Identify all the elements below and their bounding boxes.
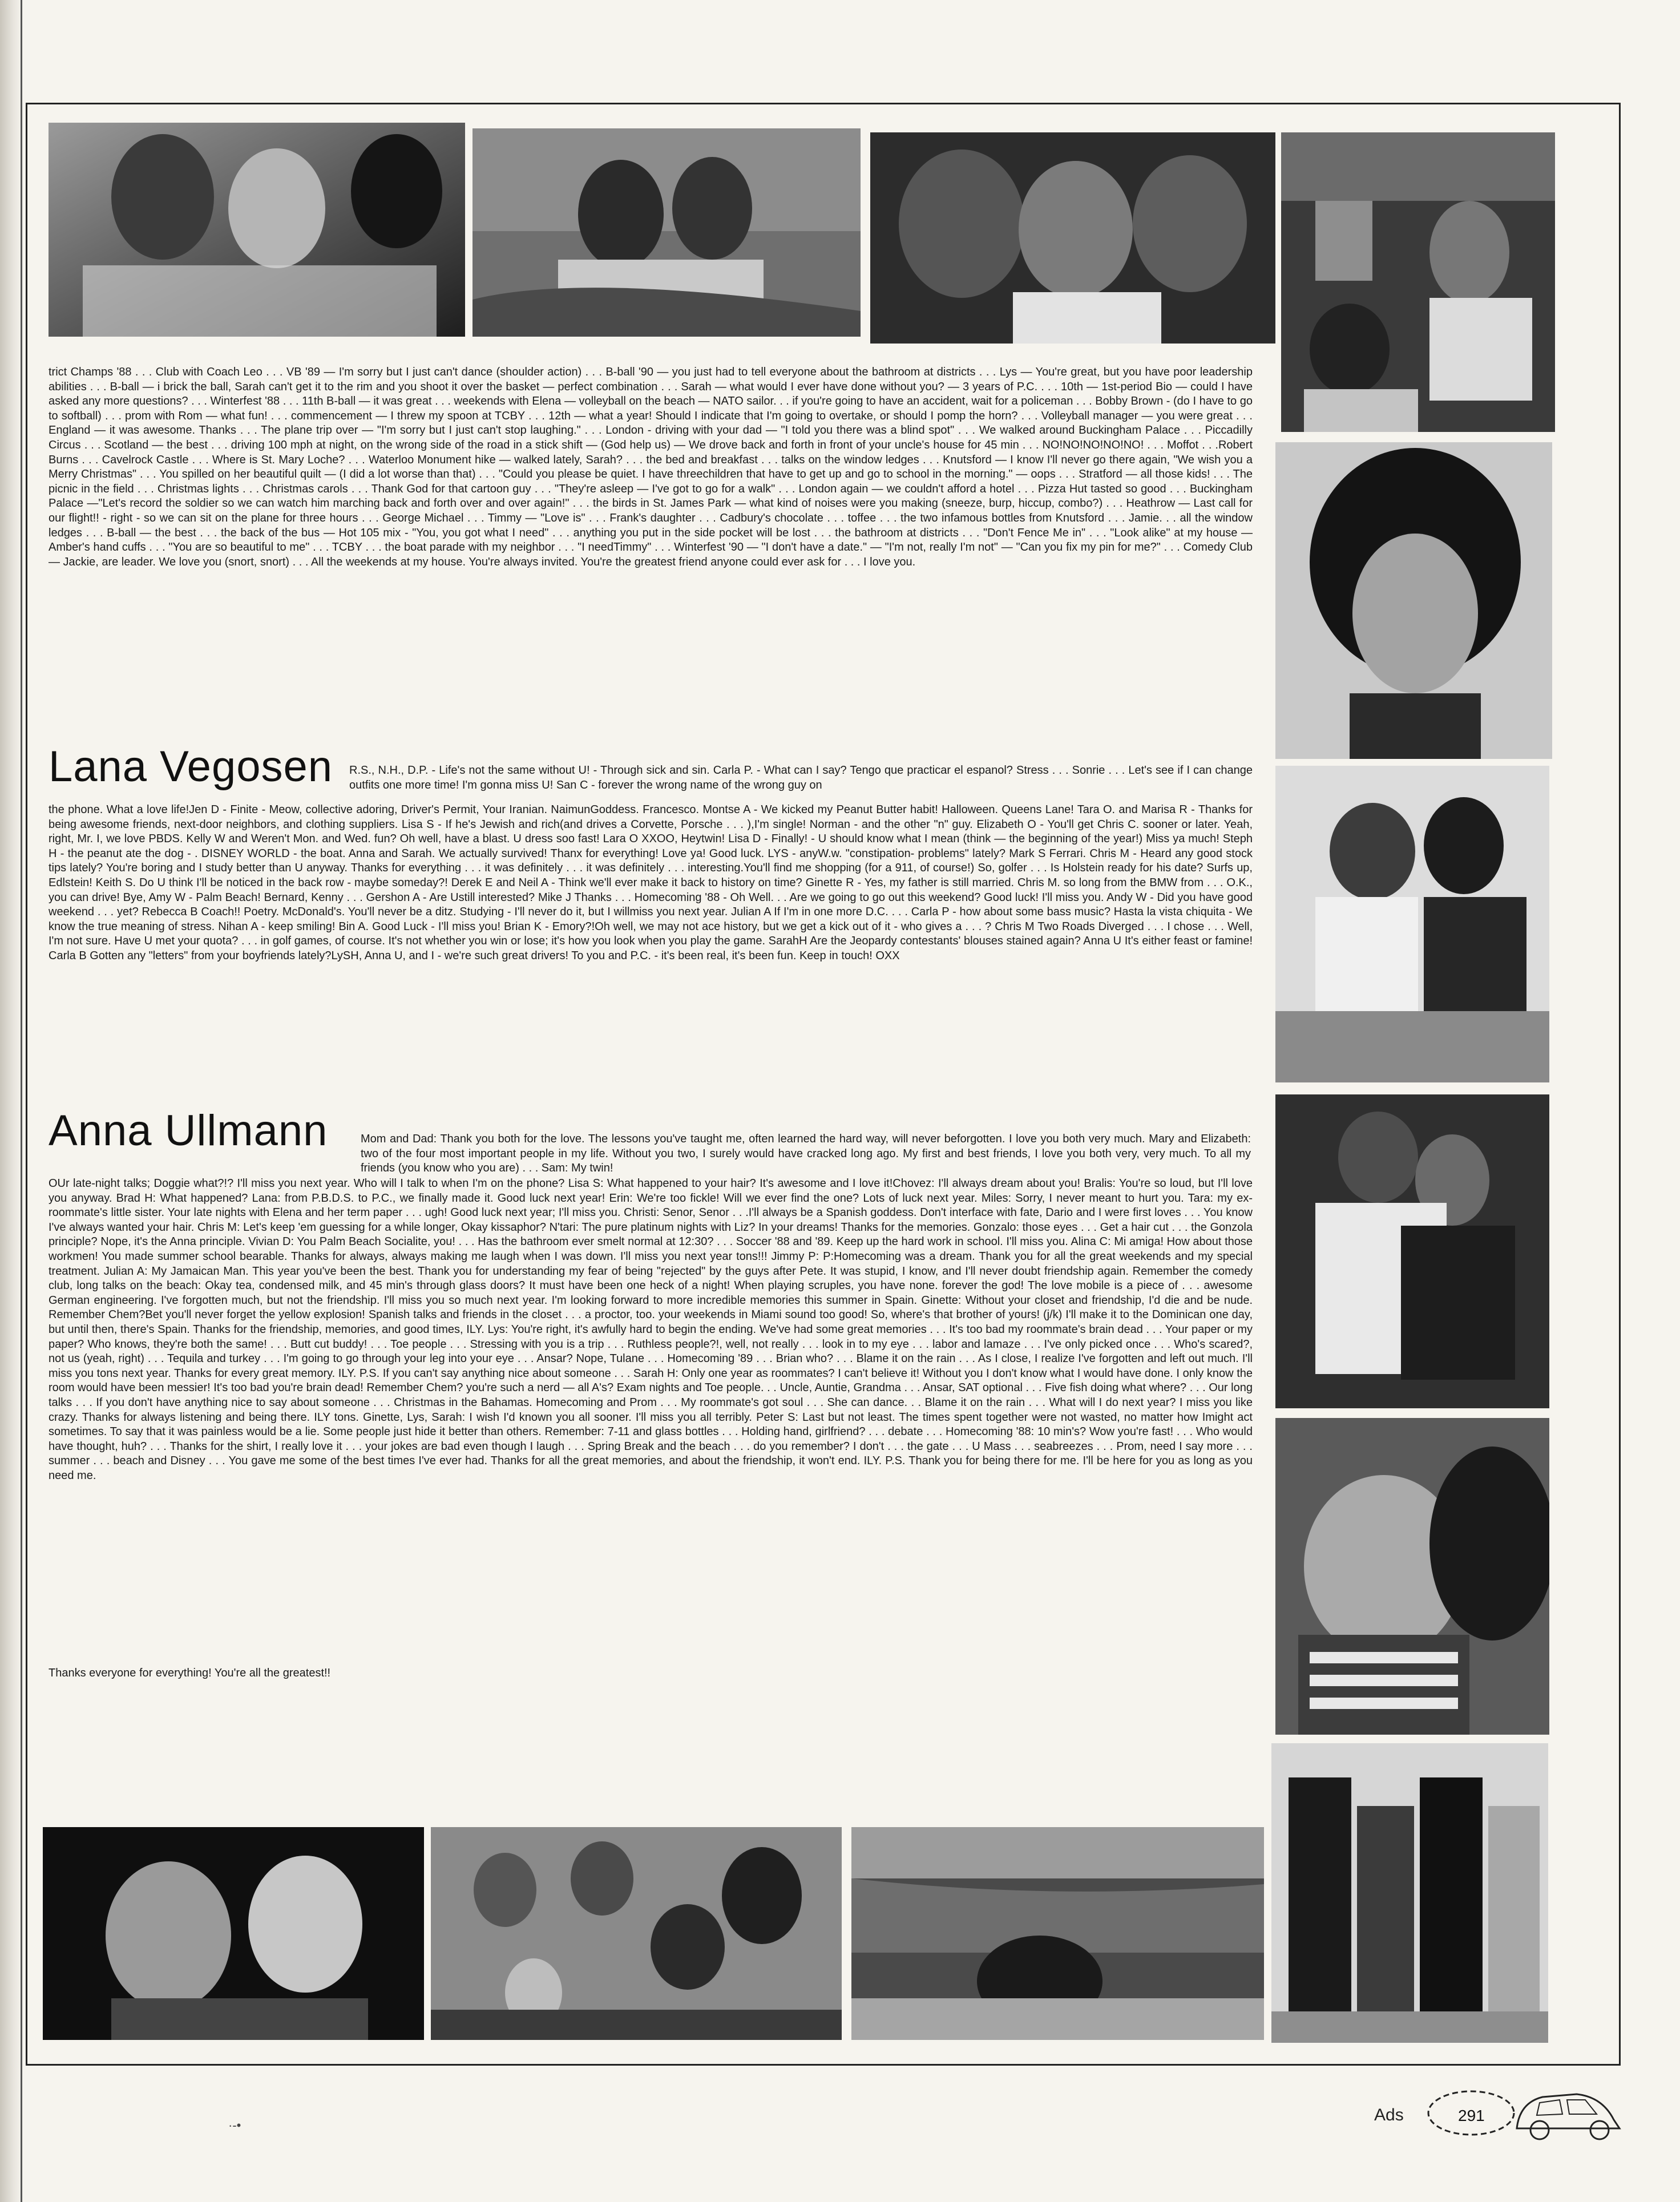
tribute-text-opening: trict Champs '88 . . . Club with Coach Leo . . . VB '89 — I'm sorry but I just can't dance (shoulder action) . . . B-ball '90 — you just had to tell everyone about the bathroom at districts . . . Lys — You're great, but you have poor leadership abilities . . . B-ball — i brick the ball, Sarah can't get it to the rim and you shoot it over the basket — perfect combination . . . Sarah — what would I ever have done without you? — 3 years of P.C. . . . 10th — 1st-period Bio — could I have asked any more questions? . . . Winterfest '88 . . . 11th B-ball — it was great . . . weekends with Elena — volleyball on the beach — NATO sailor. . . if you're going to have an accident, wait for a policeman . . . Bobby Brown - (do I have to go to softball) . . . prom with Rom — what fun! . . . commencement — I threw my spoon at TCBY . . . 12th — what a year! Should I indicate that I'm going to overtake, or should I pomp the horn? . . . Volleyball manager — you were great . . . England — it was awesome. Thanks . . . The plane trip over — "I'm sorry but I just can't stop laughing." . . . London - driving with your dad — "I told you there was a blind spot" . . . We walked around Buckingham Palace . . . Piccadilly Circus . . . Scotland — the best . . . driving 100 mph at night, on the wrong side of the road in a stick shift — (God help us) — We drove back and forth in front of your uncle's house for 45 min . . . NO!NO!NO!NO!NO! . . . Moffot . . .Robert Burns . . . Cavelrock Castle . . . Where is St. Mary Loche? . . . Waterloo Monument hike — walked lately, Sarah? . . . the bed and breakfast . . . talks on the window ledges . . . Knutsford — I know I'll never go there again, "We wish you a Merry Christmas" . . . You spilled on her beautiful quilt — (I did a lot worse than that) . . . "Could you please be quiet. I have threechildren that have to get up and go to school in the morning." — oops . . . Stratford — all those kids! . . . The picnic in the field . . . Christmas lights . . . Christmas carols . . . Thank God for that cartoon guy . . . "They're asleep — I've got to go for a walk" . . . London again — we couldn't afford a hotel . . . Pizza Hut tasted so good . . . Buckingham Palace —"Let's record the soldier so we can watch him marching back and forth over and over again!" . . . the birds in St. James Park — what kind of noises were you making (sneeze, burp, hiccup, combo?) . . . Heathrow — Last call for our flight!! - right - so we can sit on the plane for three hours . . . George Michael . . . Timmy — "Love is" . . . Frank's daughter . . . Cadbury's chocolate . . . toffee . . . the two infamous bottles from Knutsford . . . Jamie. . . all the window ledges . . . B-ball — the best . . . the back of the bus — Hot 105 mix - "You, you got what I need" . . . anything you put in the side pocket will be lost . . . the bathroom at districts . . . "Don't Fence Me in" . . . "Look alike" at my house — Amber's hand cuffs . . . "You are so beautiful to me" . . . TCBY . . . the boat parade with my neighbor . . . "I needTimmy" . . . Winterfest '90 — "I don't have a date." — "I'm not, really I'm not" — "Can you fix my pin for me?" . . . Comedy Club — Jackie, are leader. We love you (snort, snort) . . . All the weekends at my house. You're always invited. You're the greatest friend anyone could ever ask for . . . I love you. [49,366,1253,568]
anna-ullmann-message: OUr late-night talks; Doggie what?!? I'll miss you next year. Who will I talk to when I'm on the phone? Lisa S: What happened to your hair? It's awesome and I love it!Chovez: I'll always dream about you! Bralis: You're so loud, but I'll love you anyway. Brad H: What happened? Lana: from P.B.D.S. to P.C., we finally made it. Good luck next year! Erin: We're too fickle! Will we ever find the one? Lots of luck next year. Miles: Sorry, I never meant to hurt you. Tara: my ex-roommate's little sister. Your late nights with Elena and her term paper . . . ugh! Good luck next year; I'll miss you. Christi: Senor, Senor . . .I'll always be a Spanish goddess. Don't interface with fate, Dario and I were first loves . . . You know I've always wanted your hair. Chris M: Let's keep 'em guessing for a while longer, Okay kissaphor? N'tari: The pure platinum nights with Liz? In your dreams! Thanks for the memories. Gonzalo: those eyes . . . Get a hair cut . . . the Gonzola principle? Nope, it's the Anna principle. Vivian D: You Palm Beach Socialite, you! . . . Has the bathroom ever smelt normal at 12:30? . . . Soccer '88 and '89. Keep up the hard work in school. I'll miss you. Alina C: Mi amiga! How about those workmen! You made summer school bearable. Thanks for always, always making me laugh when I was down. I'll miss you next year tons!!! Jimmy P: P:Homecoming was a dream. Thank you for all the great weekends and my special treatment. Julian A: My Jamaican Man. This year you've been the best. Thank you for understanding my fear of being "rejected" by the guys after Pete. It was stupid, I know, and I'll never doubt friendship again. Remember the comedy club, long talks on the beach: Okay tea, condensed milk, and 45 min's through glass doors? It must have been one heck of a night! When playing scruples, you have none. forever the god! The love mobile is a piece of . . . awesome German engineering. I've forgotten much, but not the friendship. I'll miss you so much next year. I'm looking forward to more incredible memories this summer in Spain. Ginette: Without your closet and friendship, I'd die and be nude. Remember Chem?Bet you'll never forget the yellow explosion! Spanish talks and friends in the closet . . . a proctor, too. your weekends in Miami sound too good! So, where's that brother of yours! (j/k) I'll make it to the Dominican one day, but until then, there's Spain. Thanks for the friendship, memories, and good times, ILY. Lys: You're right, it's awfully hard to begin the ending. We've had some great memories . . . It's too bad my roommate's brain dead . . . Your paper or my paper? Who knows, they're both the same! . . . Butt cut buddy! . . . Toe people . . . Stressing with you is a trip . . . Ruthless people?!, well, not really . . . look in to my eye . . . labor and lamaze . . . I've only picked once . . . Who's scared?, not us (yeah, right) . . . Tequila and turkey . . . I'm going to go through your leg into your eye . . . Ansar? Nope, Tulane . . . Homecoming '89 . . . Brian who? . . . Blame it on the rain . . . As I close, I realize I've forgotten and left out much. I'll miss you tons next year. Thanks for every great memory. ILY. P.S. If you can't say anything nice about someone . . . Sarah H: Only one year as roommates? I can't believe it! Without you I don't know what I would have done. I only know the room would have been messier! It's too bad you're brain dead! Remember Chem? you're such a nerd — all A's? Exam nights and Toe people. . . Uncle, Auntie, Grandma . . . Ansar, SAT optional . . . Five fish doing what where? . . . Our long talks . . . If you don't have anything nice to say about someone . . . Christmas in the Bahamas. Homecoming and Prom . . . My roommate's got soul . . . She can dance. . . Blame it on the rain . . . What will I do next year? I miss you like crazy. Thanks for always listening and being there. ILY tons. Ginette, Lys, Sarah: I wish I'd known you all sooner. I'll miss you all terribly. Peter S: Last but not least. The times spent together were not wasted, no matter how Imight act sometimes. To say that it was painless would be a lie. Some people just hide it better than others. Remember: 7-11 and glass bottles . . . Holding hand, girlfriend? . . . debate . . . Homecoming '88: 10 min's? Wow you're fast! . . . Who would have thought, huh? . . . Thanks for the shirt, I really love it . . . your jokes are bad even though I laugh . . . Spring Break and the beach . . . do you remember? I don't . . . the gate . . . U Mass . . . seabreezes . . . Prom, need I say more . . . summer . . . beach and Disney . . . You gave me some of the best times I've ever had. Thanks for all the great memories, and about the friendship, it won't end. ILY. P.S. Thank you for being there for me. I'll be here for you as long as you need me. [49,1177,1253,1482]
photo-bottom-2 [431,1827,842,2040]
footer-section-label: Ads [1374,2106,1404,2124]
photo-top-2 [472,128,861,337]
senior-name-anna-ullmann: Anna Ullmann [49,1106,328,1155]
photo-right-2 [1275,442,1552,759]
anna-ullmann-closing: Thanks everyone for everything! You're all the greatest!! [49,1667,331,1679]
car-icon [1420,2080,1625,2143]
book-spine [0,0,23,2202]
page-number: 291 [1458,2107,1485,2124]
photo-right-6 [1271,1743,1548,2043]
anna-ullmann-message-first: Mom and Dad: Thank you both for the love. The lessons you've taught me, often learned the hard way, will never beforgotten. I love you both very much. Mary and Elizabeth: two of the four most important people in my life. Without you two, I surely would have cracked long ago. My first and best friends, I love you both very, very much. To all my friends (you know who you are) . . . Sam: My twin! [361,1133,1251,1175]
photo-top-1 [49,123,465,337]
photo-top-3 [870,132,1275,344]
senior-name-lana-vegosen: Lana Vegosen [49,742,333,791]
decorative-speck: ·-• [228,2118,241,2132]
photo-right-4 [1275,1094,1549,1408]
spine-edge-line [21,0,22,2202]
lana-vegosen-message: the phone. What a love life!Jen D - Finite - Meow, collective adoring, Driver's Permit, Your Iranian. NaimunGoddess. Francesco. Montse A - We kicked my Peanut Butter habit! Halloween. Queens Lane! Tara O. and Marisa R - Thanks for being awesome friends, next-door neighbors, and clothing suppliers. Lisa S - If he's Jewish and rich(and drives a Corvette, Porsche . . . ),I'm single! Norman - and the other "n" guy. Elizabeth O - You'll get Chris C. sooner or later. Yeah, right, Mr. I, we love PBDS. Kelly W and Weren't Mon. and Wed. fun? Oh well, have a blast. U dress soo fast! Lara O XXOO, Heytwin! Lisa D - Finally! - U should know what I mean (think — the beginning of the year!) Miss ya much! Steph H - the peanut ate the dog - . DISNEY WORLD - the boat. Anna and Sarah. We actually survived! Thanx for everything! Love ya! Good luck. LYS - anyW.w. "constipation- problems" lately? Mark S Ferrari. Chris M - Heard any good stock tips lately? You're boring and I study better than U anyway. Thanks for everything . . . it was definitely . . . it was definitely . . . interesting.You'll find me shopping (for a 911, of course!) So, golfer . . . Is Holstein ready for his date? Surfs up, Edlstein! Keith S. Do U think I'll be noticed in the back row - maybe someday?! Derek E and Neil A - Think we'll ever make it back to history on time? Ginette R - Yes, my father is still married. Chris M. so long from the BMW from . . . O.K., you can drive! Bye, Amy W - Palm Beach! Bernard, Kenny . . . Gershon A - Are Ustill interested? Mike J Thanks . . . Homecoming '88 - Oh Well. . . Are we going to go out this weekend? Good luck! I'll miss you. Andy W - Did you have good weekend . . . yet? Rebecca B Coach!! Poetry. McDonald's. You'll never be a ditz. Studying - I'll never do it, but I willmiss you next year. Julian A If I'm in one more D.C. . . . Carla P - how about some bass music? Hasta la vista chiquita - We know the true meaning of stress. Nihan A - keep smiling! Bin A. Good Luck - I'll miss you! Brian K - Emory?!Oh well, we may not ace history, but we get a kick out of it - who gives a . . . ? Chris M Two Roads Diverged . . . I chose . . . Well, I'm not sure. Have U met your quota? . . . in golf games, of course. It's not whether you win or lose; it's how you look when you play the game. SarahH Are the Jeopardy contestants' blouses stained again? Anna U It's either feast or famine! Carla B Gotten any "letters" from your boyfriends lately?LySH, Anna U, and I - we're such great drivers! To you and P.C. - it's been real, it's been fun. Keep in touch! OXX [49,803,1253,962]
photo-right-3 [1275,766,1549,1082]
photo-right-5 [1275,1418,1549,1735]
photo-bottom-1 [43,1827,424,2040]
photo-right-1 [1281,132,1555,432]
lana-vegosen-message-first: R.S., N.H., D.P. - Life's not the same without U! - Through sick and sin. Carla P. - What can I say? Tengo que practicar el espanol? Stress . . . Sonrie . . . Let's see if I can change outfits one more time! I'm gonna miss U! San C - forever the wrong name of the wrong guy on [349,764,1253,791]
photo-bottom-3 [851,1827,1264,2040]
